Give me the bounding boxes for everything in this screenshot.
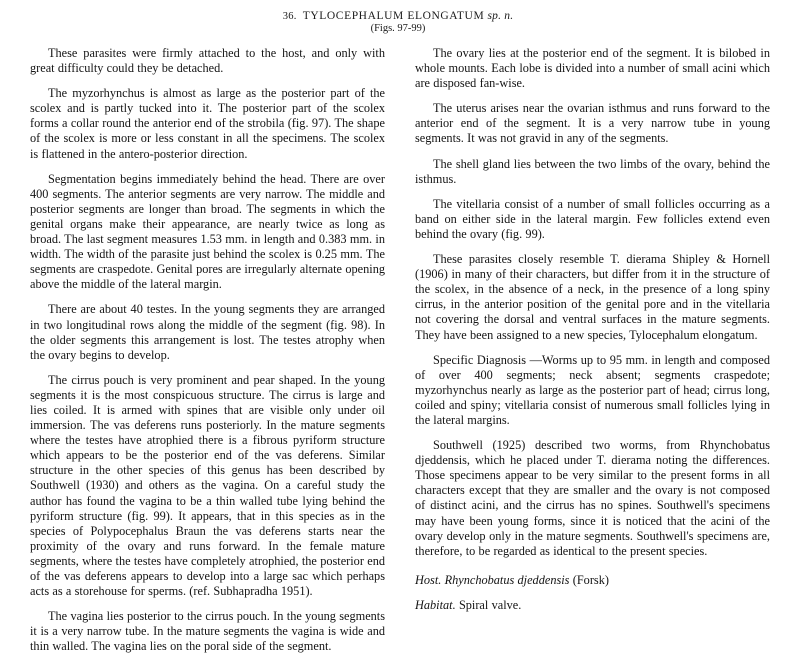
- paragraph-specific-diagnosis: Specific Diagnosis —Worms up to 95 mm. in length and composed of over 400 segments; neck absent; segments craspedote; myzorhynchus nearly as large as the posterior part of head; cirrus long, coiled and spiny; vitellaria consist of numerous small follicles lying in the lateral margins.: [415, 352, 770, 427]
- paragraph: The vagina lies posterior to the cirrus pouch. In the young segments it is a very narrow tube. In the mature segments the vagina is wide and thin walled. The vagina lies on the poral side of the segment.: [30, 609, 385, 654]
- left-column: [30, 46, 385, 654]
- host-value: Rhynchobatus djeddensis: [444, 572, 570, 587]
- paragraph: There are about 40 testes. In the young segments they are arranged in two longitudinal rows along the middle of the segment (fig. 98). In the older segments this arrangement is lost. The testes atrophy when the ovary begins to develop.: [30, 302, 385, 362]
- habitat-label: Habitat.: [415, 597, 456, 612]
- figure-reference: (Figs. 97-99): [370, 23, 426, 34]
- right-column: [415, 46, 770, 646]
- body-columns: [30, 46, 770, 654]
- paragraph: The uterus arises near the ovarian isthmus and runs forward to the anterior end of the segment. It is a very narrow tube in young segments. It was not gravid in any of the segments.: [415, 101, 770, 146]
- paragraph: The ovary lies at the posterior end of the segment. It is bilobed in whole mounts. Each lobe is divided into a number of small acini which are disposed fan-wise.: [415, 46, 770, 91]
- habitat-value: Spiral valve.: [458, 597, 522, 612]
- species-suffix: sp. n.: [487, 10, 514, 22]
- host-author: (Forsk): [572, 572, 609, 587]
- page-header: [30, 10, 766, 22]
- host-label: Host.: [415, 572, 442, 587]
- habitat-line: [415, 598, 770, 613]
- paragraph: The cirrus pouch is very prominent and pear shaped. In the young segments it is the most conspicuous structure. The cirrus is large and lies coiled. It is armed with spines that are visible only under oil immersion. The vas deferens runs posteriorly. In the mature segments where the testes have atrophied there is a fibrous pyriform structure which appears to be the posterior end of the vas deferens. Similar structure in the other species of this genus has been described by Southwell (1930) and others as the vagina. On a careful study the author has found the vagina to be a thin walled tube lying behind the pyriform structure (fig. 99). It appears, that in this species as in the species of Polypocephalus Braun the vas deferens starts near the proximity of the ovary and runs forward. In the female mature segments, where the testes have completely atrophied, the posterior end of the vas deferens appears to develop into a large sac which perhaps acts as a storehouse for sperms. (ref. Subhapradha 1951).: [30, 372, 385, 599]
- page-number: 36.: [282, 11, 297, 22]
- paragraph: The shell gland lies between the two limbs of the ovary, behind the isthmus.: [415, 156, 770, 186]
- page-title: TYLOCEPHALUM ELONGATUM: [302, 10, 485, 22]
- paragraph: These parasites closely resemble T. dierama Shipley & Hornell (1906) in many of their characters, but differ from it in the structure of the scolex, in the absence of a neck, in the presence of a long spiny cirrus, in the anterior position of the genital pore and in the vitellaria not covering the dorsal and ventral surfaces in the mature segments. They have been assigned to a new species, Tylocephalum elongatum.: [415, 252, 770, 342]
- host-line: [415, 573, 770, 588]
- paragraph: Segmentation begins immediately behind the head. There are over 400 segments. The anterior segments are very narrow. The middle and posterior segments are longer than broad. The segments in which the genital organs make their appearance, are nearly twice as long as broad. The last segment measures 1.53 mm. in length and 0.383 mm. in width. The width of the parasite just behind the scolex is 0.25 mm. The segments are craspedote. Genital pores are irregularly alternate opening above the middle of the lateral margin.: [30, 171, 385, 292]
- paragraph: The myzorhynchus is almost as large as the posterior part of the scolex and is partly tucked into it. The posterior part of the scolex forms a collar round the anterior end of the strobila (fig. 97). The shape of the scolex is more or less constant in all the specimens. The scolex is flattened in the antero-posterior direction.: [30, 86, 385, 161]
- paragraph: These parasites were firmly attached to the host, and only with great difficulty could they be detached.: [30, 46, 385, 76]
- paragraph: The vitellaria consist of a number of small follicles occurring as a band on either side in the lateral margin. Few follicles extend even behind the ovary (fig. 99).: [415, 196, 770, 241]
- paragraph: Southwell (1925) described two worms, from Rhynchobatus djeddensis, which he placed under T. dierama noting the differences. Those specimens appear to be very similar to the present forms in all characters except that they are smaller and the ovary is not composed of distinct acini, and the cirrus has no spines. Southwell's specimens may have been young forms, since it is noticed that the acini of the ovary develop only in the mature segments. Southwell's specimens are, therefore, to be regarded as identical to the present species.: [415, 438, 770, 558]
